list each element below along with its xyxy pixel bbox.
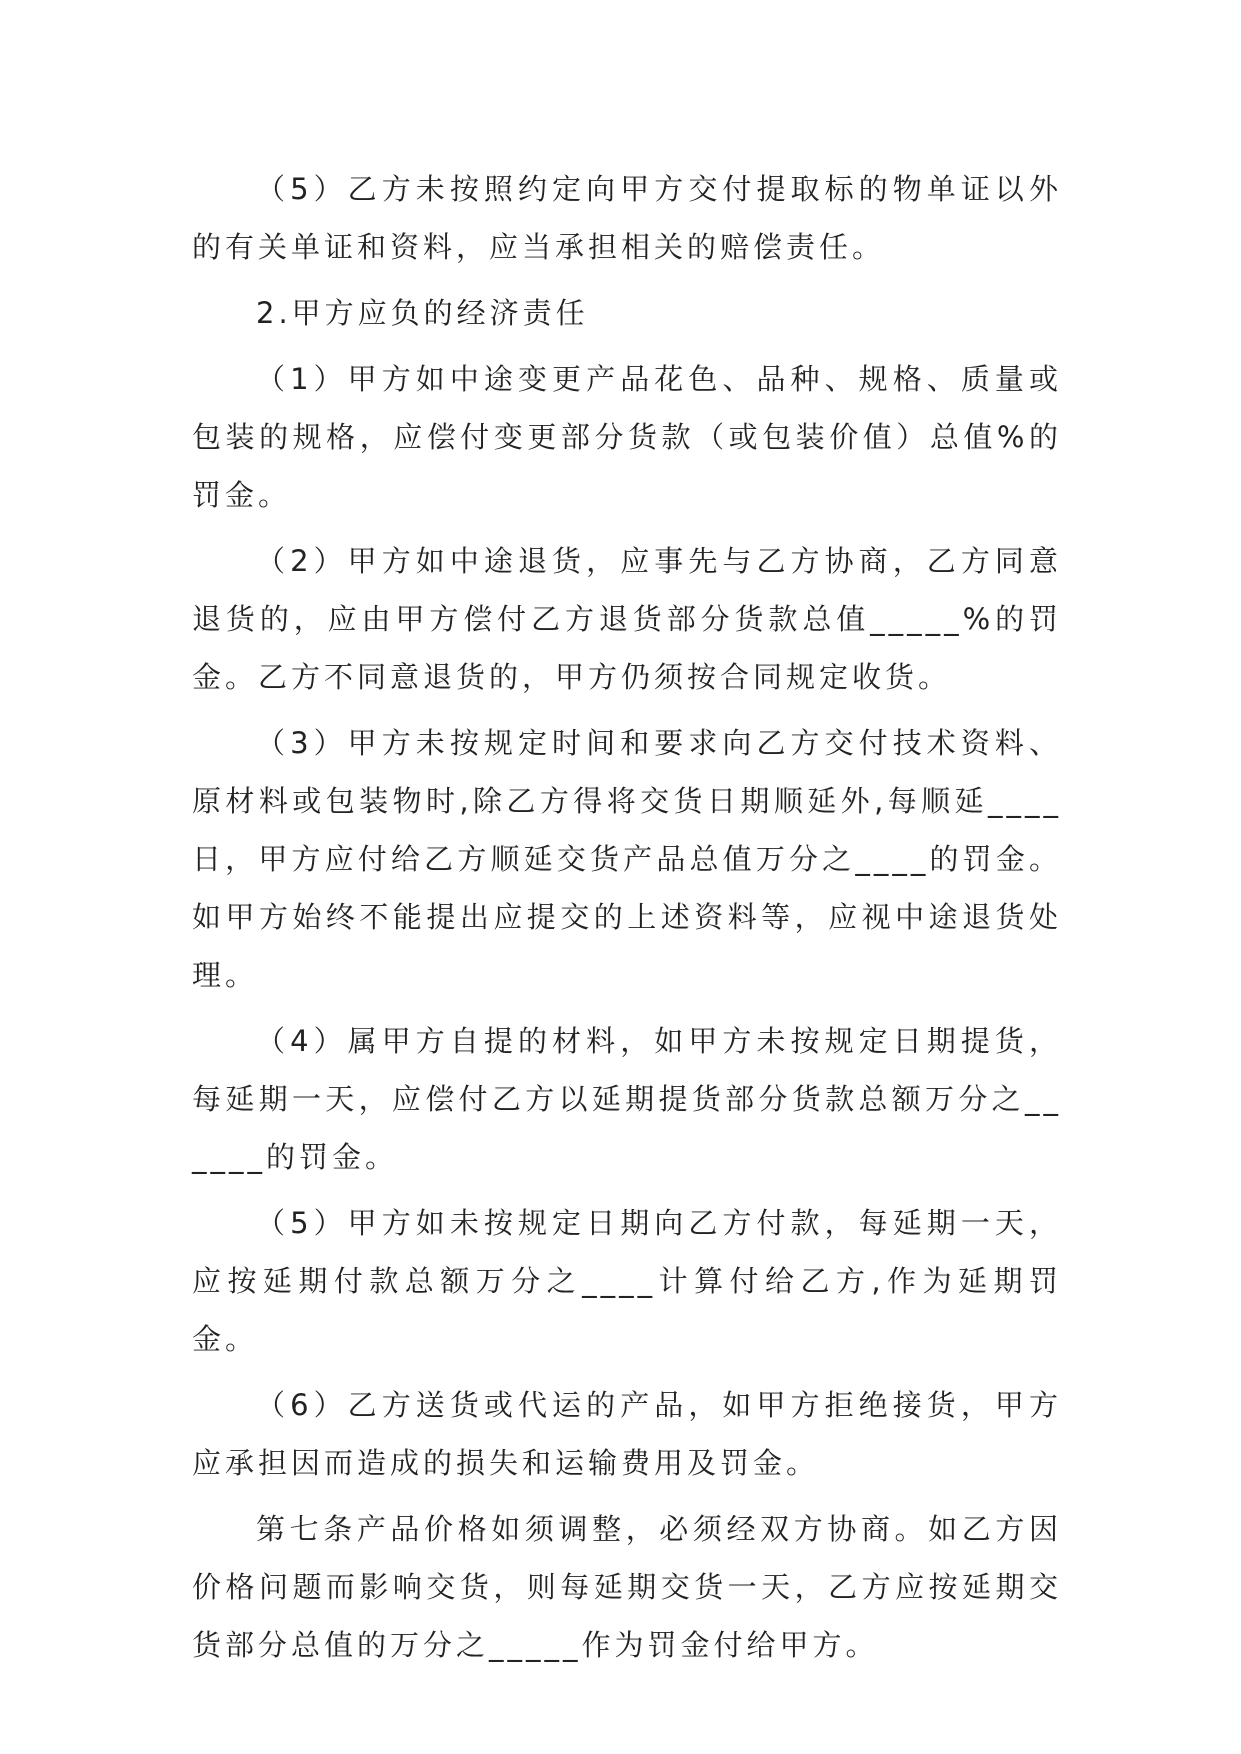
document-body bbox=[192, 160, 1062, 1682]
paragraph-9: 第七条产品价格如须调整，必须经双方协商。如乙方因价格问题而影响交货，则每延期交货一天，乙方应按延期交货部分总值的万分之_____作为罚金付给甲方。 bbox=[192, 1512, 1062, 1662]
paragraph-3: （1）甲方如中途变更产品花色、品种、规格、质量或包装的规格，应偿付变更部分货款（或包装价值）总值%的罚金。 bbox=[192, 362, 1062, 512]
paragraph-7: （5）甲方如未按规定日期向乙方付款，每延期一天，应按延期付款总额万分之____计算付给乙方,作为延期罚金。 bbox=[192, 1206, 1062, 1356]
section-heading: 2.甲方应负的经济责任 bbox=[256, 296, 589, 330]
paragraph-6: （4）属甲方自提的材料，如甲方未按规定日期提货，每延期一天，应偿付乙方以延期提货部分货款总额万分之______的罚金。 bbox=[192, 1024, 1062, 1174]
paragraph-1: （5）乙方未按照约定向甲方交付提取标的物单证以外的有关单证和资料，应当承担相关的赔偿责任。 bbox=[192, 172, 1062, 264]
paragraph-4: （2）甲方如中途退货，应事先与乙方协商，乙方同意退货的，应由甲方偿付乙方退货部分货款总值_____%的罚金。乙方不同意退货的，甲方仍须按合同规定收货。 bbox=[192, 544, 1062, 694]
paragraph-5: （3）甲方未按规定时间和要求向乙方交付技术资料、原材料或包装物时,除乙方得将交货日期顺延外,每顺延____日，甲方应付给乙方顺延交货产品总值万分之____的罚金。如甲方始终不能提出应提交的上述资料等，应视中途退货处理。 bbox=[192, 726, 1062, 992]
paragraph-8: （6）乙方送货或代运的产品，如甲方拒绝接货，甲方应承担因而造成的损失和运输费用及罚金。 bbox=[192, 1388, 1062, 1480]
